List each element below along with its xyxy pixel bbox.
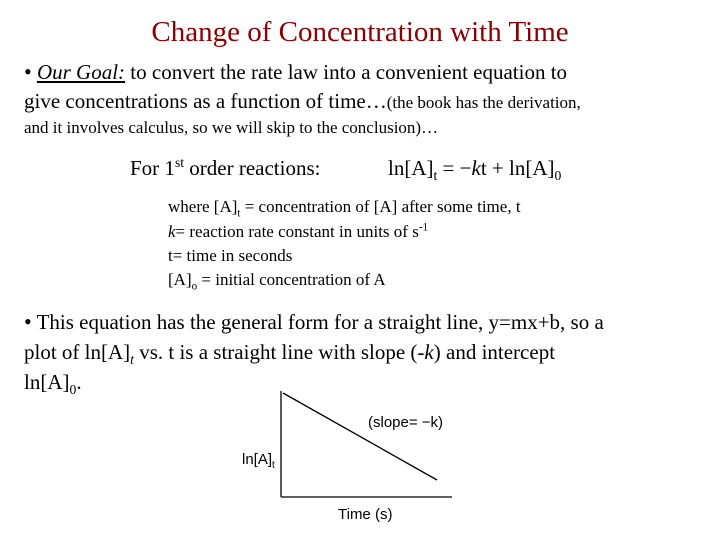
definition-rate-constant: k= reaction rate constant in units of $s^{-1}$: [168, 221, 429, 241]
goal-text: to convert the rate law into a convenient equation to: [125, 60, 568, 84]
bullet-line-form-line1: • This equation has the general form for a straight line, y=mx+b, so a: [24, 309, 604, 334]
slide-title: Change of Concentration with Time: [151, 16, 569, 48]
bullet-icon: •: [24, 309, 32, 334]
bullet-line-form-line2: plot of $\ln[A]_t$ vs. t is a straight line with slope (-k) and intercept: [24, 340, 556, 368]
definition-concentration: where $[A]_t$ = concentration of [A] after some time, t: [168, 197, 521, 220]
bullet-icon: •: [24, 59, 32, 84]
goal-note: (the book has the derivation,: [386, 93, 581, 112]
first-order-equation: $\ln[A]_t = -kt + \ln[A]_0$: [388, 156, 562, 184]
y-axis-label: $\ln[A]_t$: [242, 451, 275, 471]
slope-label: (slope= −k): [368, 414, 444, 431]
slope-line: [283, 393, 437, 480]
definition-time: t= time in seconds: [168, 246, 293, 265]
goal-text-2: give concentrations as a function of time…: [24, 89, 387, 113]
bullet-line-form-line3: $\ln[A]_0$.: [24, 370, 82, 398]
goal-label: Our Goal:: [36, 60, 126, 84]
x-axis-label: Time (s): [338, 506, 393, 523]
definition-initial-concentration: $[A]_o$ = initial concentration of A: [168, 270, 386, 293]
bullet-goal-line3: and it involves calculus, so we will skip to the conclusion)…: [24, 118, 439, 137]
first-order-label: For 1st order reactions:: [130, 155, 321, 180]
